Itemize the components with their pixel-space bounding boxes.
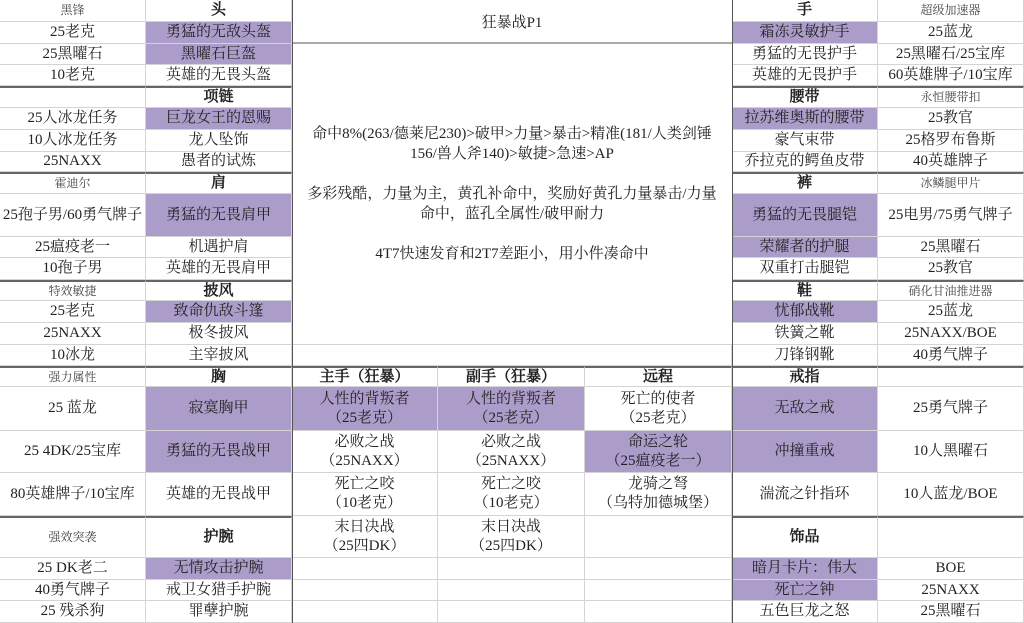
slot-header[interactable]: 项链 bbox=[146, 86, 292, 108]
sheet-title: 狂暴战P1 bbox=[292, 0, 732, 44]
item-cell[interactable]: 勇猛的无畏肩甲 bbox=[146, 194, 292, 237]
weapon-cell[interactable] bbox=[292, 601, 438, 623]
slot-header[interactable]: 肩 bbox=[146, 172, 292, 194]
source-cell[interactable]: 25电男/75勇气牌子 bbox=[878, 194, 1024, 237]
stat-priority-notes bbox=[292, 44, 732, 345]
item-cell[interactable]: 英雄的无畏肩甲 bbox=[146, 258, 292, 280]
weapon-cell[interactable]: 末日决战 （25四DK） bbox=[438, 516, 585, 558]
weapon-cell[interactable] bbox=[585, 580, 732, 601]
item-cell[interactable]: 暗月卡片：伟大 bbox=[732, 558, 878, 580]
source-cell[interactable]: 25 4DK/25宝库 bbox=[0, 431, 146, 473]
item-cell[interactable]: 荣耀者的护腿 bbox=[732, 237, 878, 258]
stat-note-cell[interactable] bbox=[0, 86, 146, 108]
item-cell[interactable]: 拉苏维奥斯的腰带 bbox=[732, 108, 878, 130]
weapon-cell[interactable] bbox=[585, 601, 732, 623]
source-cell[interactable]: 25人冰龙任务 bbox=[0, 108, 146, 130]
enchant-cell[interactable]: 超级加速器 bbox=[878, 0, 1024, 22]
stat-note-cell[interactable]: 强力属性 bbox=[0, 366, 146, 387]
slot-header[interactable]: 披风 bbox=[146, 280, 292, 301]
weapon-cell[interactable]: 人性的背叛者 （25老克） bbox=[292, 387, 438, 431]
weapon-cell[interactable]: 龙骑之弩 （乌特加德城堡） bbox=[585, 473, 732, 516]
source-cell[interactable]: 25教官 bbox=[878, 258, 1024, 280]
weapon-cell[interactable]: 必败之战 （25NAXX） bbox=[292, 431, 438, 473]
item-cell[interactable]: 忧郁战靴 bbox=[732, 301, 878, 323]
slot-header[interactable]: 手 bbox=[732, 0, 878, 22]
item-cell[interactable]: 罪孽护腕 bbox=[146, 601, 292, 623]
item-cell[interactable]: 湍流之针指环 bbox=[732, 473, 878, 516]
item-cell[interactable]: 戒卫女猎手护腕 bbox=[146, 580, 292, 601]
weapon-cell[interactable] bbox=[438, 558, 585, 580]
weapon-cell[interactable]: 必败之战 （25NAXX） bbox=[438, 431, 585, 473]
source-cell[interactable]: 10老克 bbox=[0, 65, 146, 86]
source-cell[interactable]: 25格罗布鲁斯 bbox=[878, 130, 1024, 152]
source-cell[interactable]: 25 DK老二 bbox=[0, 558, 146, 580]
source-cell[interactable]: 25老克 bbox=[0, 22, 146, 44]
weapon-slot-header[interactable]: 主手（狂暴） bbox=[292, 366, 438, 387]
slot-header[interactable]: 腰带 bbox=[732, 86, 878, 108]
item-cell[interactable]: 极冬披风 bbox=[146, 323, 292, 345]
source-cell[interactable]: 25黑曜石 bbox=[878, 601, 1024, 623]
source-cell[interactable]: 10人冰龙任务 bbox=[0, 130, 146, 152]
source-cell[interactable]: 25勇气牌子 bbox=[878, 387, 1024, 431]
source-cell[interactable]: 25NAXX bbox=[0, 152, 146, 172]
source-cell[interactable]: 25 残杀狗 bbox=[0, 601, 146, 623]
item-cell[interactable]: 巨龙女王的恩赐 bbox=[146, 108, 292, 130]
source-cell[interactable]: 10冰龙 bbox=[0, 345, 146, 366]
source-cell[interactable]: 25瘟疫老一 bbox=[0, 237, 146, 258]
source-cell[interactable]: 10人黑曜石 bbox=[878, 431, 1024, 473]
source-cell[interactable]: BOE bbox=[878, 558, 1024, 580]
source-cell[interactable]: 25蓝龙 bbox=[878, 301, 1024, 323]
source-cell[interactable]: 40勇气牌子 bbox=[0, 580, 146, 601]
item-cell[interactable]: 英雄的无畏头盔 bbox=[146, 65, 292, 86]
column-divider bbox=[732, 0, 733, 623]
item-cell[interactable]: 双重打击腿铠 bbox=[732, 258, 878, 280]
stat-note-cell[interactable]: 强效突袭 bbox=[0, 516, 146, 558]
weapon-cell[interactable] bbox=[292, 580, 438, 601]
weapon-cell[interactable]: 末日决战 （25四DK） bbox=[292, 516, 438, 558]
item-cell[interactable]: 黑曜石巨盔 bbox=[146, 44, 292, 65]
note-stat-priority: 命中8%(263/德莱尼230)>破甲>力量>暴击>精准(181/人类剑锤156/兽人斧140)>敏捷>急速>AP bbox=[312, 126, 712, 162]
source-cell[interactable]: 40勇气牌子 bbox=[878, 345, 1024, 366]
item-cell[interactable]: 乔拉克的鳄鱼皮带 bbox=[732, 152, 878, 172]
stat-note-cell[interactable]: 黑锋 bbox=[0, 0, 146, 22]
slot-header[interactable]: 饰品 bbox=[732, 516, 878, 558]
item-cell[interactable]: 寂寞胸甲 bbox=[146, 387, 292, 431]
source-cell[interactable]: 80英雄牌子/10宝库 bbox=[0, 473, 146, 516]
stat-note-cell[interactable]: 霍迪尔 bbox=[0, 172, 146, 194]
item-cell[interactable]: 刀锋钢靴 bbox=[732, 345, 878, 366]
enchant-cell[interactable] bbox=[878, 516, 1024, 558]
item-cell[interactable]: 勇猛的无敌头盔 bbox=[146, 22, 292, 44]
source-cell[interactable]: 25老克 bbox=[0, 301, 146, 323]
weapon-cell[interactable] bbox=[292, 558, 438, 580]
item-cell[interactable]: 龙人坠饰 bbox=[146, 130, 292, 152]
item-cell[interactable]: 无情攻击护腕 bbox=[146, 558, 292, 580]
source-cell[interactable]: 25孢子男/60勇气牌子 bbox=[0, 194, 146, 237]
empty-row[interactable] bbox=[292, 345, 732, 366]
item-cell[interactable]: 勇猛的无畏护手 bbox=[732, 44, 878, 65]
weapon-cell[interactable]: 死亡之咬 （10老克） bbox=[292, 473, 438, 516]
source-cell[interactable]: 10人蓝龙/BOE bbox=[878, 473, 1024, 516]
item-cell[interactable]: 霜冻灵敏护手 bbox=[732, 22, 878, 44]
source-cell[interactable]: 25NAXX/BOE bbox=[878, 323, 1024, 345]
enchant-cell[interactable]: 硝化甘油推进器 bbox=[878, 280, 1024, 301]
weapon-cell[interactable]: 死亡的使者 （25老克） bbox=[585, 387, 732, 431]
item-cell[interactable]: 冲撞重戒 bbox=[732, 431, 878, 473]
item-cell[interactable]: 五色巨龙之怒 bbox=[732, 601, 878, 623]
source-cell[interactable]: 25教官 bbox=[878, 108, 1024, 130]
weapon-cell[interactable]: 人性的背叛者 （25老克） bbox=[438, 387, 585, 431]
weapon-cell[interactable] bbox=[438, 580, 585, 601]
weapon-cell[interactable] bbox=[585, 558, 732, 580]
source-cell[interactable]: 25黑曜石 bbox=[878, 237, 1024, 258]
source-cell[interactable]: 40英雄牌子 bbox=[878, 152, 1024, 172]
item-cell[interactable]: 机遇护肩 bbox=[146, 237, 292, 258]
column-divider bbox=[292, 0, 293, 623]
source-cell[interactable]: 25NAXX bbox=[0, 323, 146, 345]
stat-note-cell[interactable]: 特效敏捷 bbox=[0, 280, 146, 301]
item-cell[interactable]: 豪气束带 bbox=[732, 130, 878, 152]
item-cell[interactable]: 勇猛的无畏腿铠 bbox=[732, 194, 878, 237]
slot-header[interactable]: 戒指 bbox=[732, 366, 878, 387]
slot-header[interactable]: 鞋 bbox=[732, 280, 878, 301]
note-tier-set: 4T7快速发育和2T7差距小，用小件凑命中 bbox=[375, 246, 649, 262]
item-cell[interactable]: 铁簧之靴 bbox=[732, 323, 878, 345]
enchant-cell[interactable]: 永恒腰带扣 bbox=[878, 86, 1024, 108]
item-cell[interactable]: 死亡之钟 bbox=[732, 580, 878, 601]
item-cell[interactable]: 无敌之戒 bbox=[732, 387, 878, 431]
source-cell[interactable]: 25黑曜石/25宝库 bbox=[878, 44, 1024, 65]
source-cell[interactable]: 25黑曜石 bbox=[0, 44, 146, 65]
weapon-slot-header[interactable]: 远程 bbox=[585, 366, 732, 387]
source-cell[interactable]: 25 蓝龙 bbox=[0, 387, 146, 431]
slot-header[interactable]: 裤 bbox=[732, 172, 878, 194]
enchant-cell[interactable]: 冰鳞腿甲片 bbox=[878, 172, 1024, 194]
weapon-cell[interactable]: 命运之轮 （25瘟疫老一） bbox=[585, 431, 732, 473]
slot-header[interactable]: 头 bbox=[146, 0, 292, 22]
item-cell[interactable]: 勇猛的无畏战甲 bbox=[146, 431, 292, 473]
enchant-cell[interactable] bbox=[878, 366, 1024, 387]
weapon-slot-header[interactable]: 副手（狂暴） bbox=[438, 366, 585, 387]
slot-header[interactable]: 护腕 bbox=[146, 516, 292, 558]
slot-header[interactable]: 胸 bbox=[146, 366, 292, 387]
item-cell[interactable]: 英雄的无畏护手 bbox=[732, 65, 878, 86]
weapon-cell[interactable] bbox=[585, 516, 732, 558]
source-cell[interactable]: 25蓝龙 bbox=[878, 22, 1024, 44]
source-cell[interactable]: 25NAXX bbox=[878, 580, 1024, 601]
item-cell[interactable]: 英雄的无畏战甲 bbox=[146, 473, 292, 516]
weapon-cell[interactable] bbox=[438, 601, 585, 623]
note-gems: 多彩残酷，力量为主，黄孔补命中，奖励好黄孔力量暴击/力量命中，蓝孔全属性/破甲耐力 bbox=[307, 186, 717, 222]
item-cell[interactable]: 致命仇敌斗篷 bbox=[146, 301, 292, 323]
source-cell[interactable]: 10孢子男 bbox=[0, 258, 146, 280]
item-cell[interactable]: 愚者的试炼 bbox=[146, 152, 292, 172]
item-cell[interactable]: 主宰披风 bbox=[146, 345, 292, 366]
source-cell[interactable]: 60英雄牌子/10宝库 bbox=[878, 65, 1024, 86]
weapon-cell[interactable]: 死亡之咬 （10老克） bbox=[438, 473, 585, 516]
